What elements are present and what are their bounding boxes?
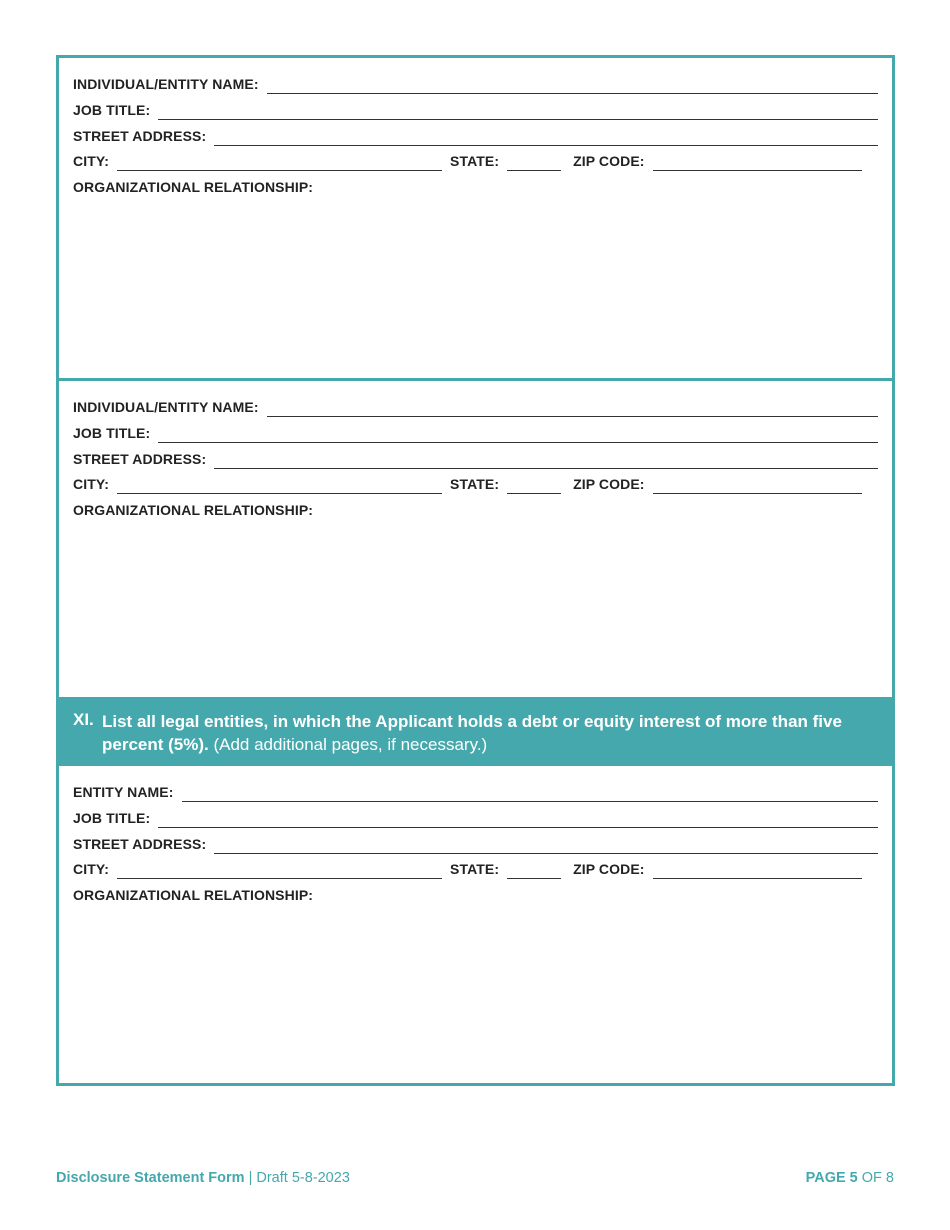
name-field[interactable]	[267, 75, 878, 94]
job-title-field[interactable]	[158, 424, 878, 443]
street-field[interactable]	[214, 450, 878, 469]
section-number: XI.	[73, 710, 94, 729]
state-label: STATE:	[450, 861, 500, 877]
disclosure-form-frame	[56, 55, 895, 1086]
name-row	[73, 391, 878, 417]
state-field[interactable]	[507, 152, 561, 171]
state-label: STATE:	[450, 153, 500, 169]
zip-label: ZIP CODE:	[573, 861, 645, 877]
city-state-zip-row	[73, 853, 878, 879]
city-label: CITY:	[73, 153, 110, 169]
street-field[interactable]	[214, 127, 878, 146]
job-title-row	[73, 94, 878, 120]
zip-field[interactable]	[653, 860, 862, 879]
street-label: STREET ADDRESS:	[73, 128, 207, 144]
city-field[interactable]	[117, 860, 442, 879]
section-xi-header	[59, 697, 892, 766]
street-row	[73, 120, 878, 146]
state-label: STATE:	[450, 476, 500, 492]
city-label: CITY:	[73, 476, 110, 492]
org-relationship-label: ORGANIZATIONAL RELATIONSHIP:	[73, 179, 314, 195]
name-label: INDIVIDUAL/ENTITY NAME:	[73, 399, 259, 415]
name-row	[73, 776, 878, 802]
org-relationship-label: ORGANIZATIONAL RELATIONSHIP:	[73, 887, 314, 903]
job-title-label: JOB TITLE:	[73, 102, 151, 118]
job-title-label: JOB TITLE:	[73, 810, 151, 826]
job-title-field[interactable]	[158, 101, 878, 120]
street-label: STREET ADDRESS:	[73, 451, 207, 467]
name-label: INDIVIDUAL/ENTITY NAME:	[73, 76, 259, 92]
name-field[interactable]	[267, 398, 878, 417]
org-relationship-row[interactable]	[73, 879, 878, 905]
state-field[interactable]	[507, 860, 561, 879]
entity-name-field[interactable]	[182, 783, 879, 802]
zip-field[interactable]	[653, 152, 862, 171]
section-title	[102, 710, 882, 756]
page-total: OF 8	[857, 1170, 894, 1186]
street-row	[73, 443, 878, 469]
section-title-note: (Add additional pages, if necessary.)	[208, 735, 488, 754]
street-row	[73, 828, 878, 854]
zip-label: ZIP CODE:	[573, 476, 645, 492]
org-relationship-row[interactable]	[73, 171, 878, 197]
section-title-bold: List all legal entities, in which the Applicant holds a debt or equity interest of more than five percent (5%).	[102, 712, 842, 754]
form-name: Disclosure Statement Form	[56, 1170, 245, 1186]
job-title-row	[73, 417, 878, 443]
entity-block-2	[59, 381, 892, 697]
org-relationship-label: ORGANIZATIONAL RELATIONSHIP:	[73, 502, 314, 518]
footer-form-title	[56, 1170, 350, 1186]
org-relationship-row[interactable]	[73, 494, 878, 520]
zip-field[interactable]	[653, 475, 862, 494]
street-field[interactable]	[214, 835, 878, 854]
entity-block-3	[59, 766, 892, 1083]
job-title-row	[73, 802, 878, 828]
entity-name-label: ENTITY NAME:	[73, 784, 174, 800]
street-label: STREET ADDRESS:	[73, 836, 207, 852]
city-field[interactable]	[117, 475, 442, 494]
city-field[interactable]	[117, 152, 442, 171]
zip-label: ZIP CODE:	[573, 153, 645, 169]
city-label: CITY:	[73, 861, 110, 877]
entity-block-1	[59, 58, 892, 381]
city-state-zip-row	[73, 468, 878, 494]
page-label: PAGE 5	[805, 1170, 858, 1186]
state-field[interactable]	[507, 475, 561, 494]
job-title-field[interactable]	[158, 809, 878, 828]
job-title-label: JOB TITLE:	[73, 425, 151, 441]
draft-date: | Draft 5-8-2023	[244, 1170, 350, 1186]
city-state-zip-row	[73, 145, 878, 171]
name-row	[73, 68, 878, 94]
footer-page-number	[806, 1170, 894, 1186]
